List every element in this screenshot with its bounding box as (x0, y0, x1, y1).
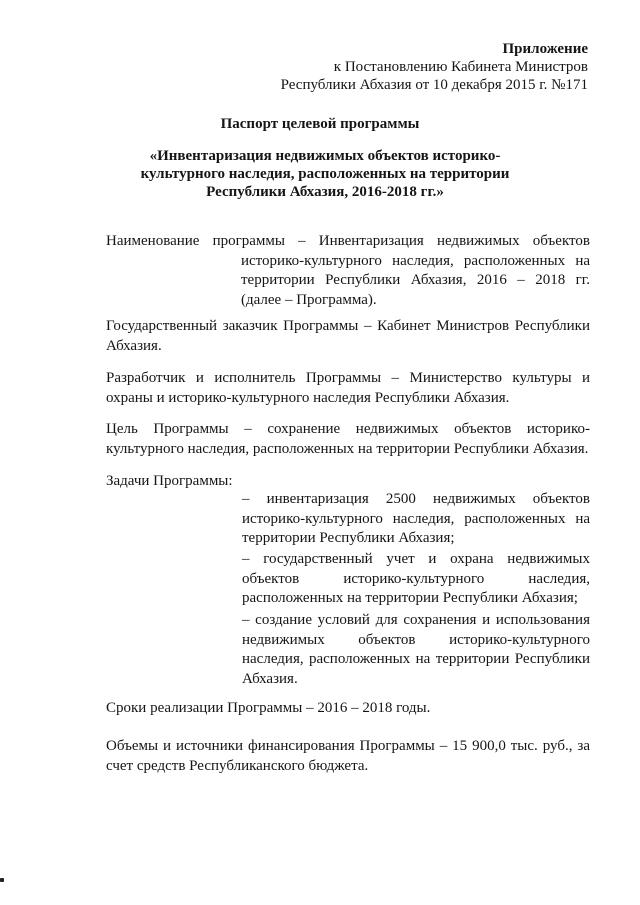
program-name-text: Наименование программы – Инвентаризация недвижимых объектов историко-культурного наследия, расположенных на территории Республики Абхазия, 2016 – 2018 гг. (далее – Программа). (106, 233, 590, 308)
customer-text: Государственный заказчик Программы – Кабинет Министров Республики Абхазия. (106, 318, 590, 354)
developer-section (106, 369, 590, 408)
developer-text: Разработчик и исполнитель Программы – Министерство культуры и охраны и историко-культурного наследия Республики Абхазия. (106, 370, 590, 406)
document-title: Паспорт целевой программы (220, 116, 420, 132)
scan-mark (0, 878, 4, 882)
task-item: – государственный учет и охрана недвижимых объектов историко-культурного наследия, расположенных на территории Республики Абхазия; (242, 551, 590, 606)
program-title-line: культурного наследия, расположенных на территории (140, 166, 510, 182)
customer-section (106, 317, 590, 356)
program-title (90, 147, 560, 201)
program-title-line: «Инвентаризация недвижимых объектов историко- (149, 148, 501, 164)
appendix-title: Приложение (502, 41, 588, 57)
funding-text: Объемы и источники финансирования Программы – 15 900,0 тыс. руб., за счет средств Республиканского бюджета. (106, 738, 590, 774)
program-name-section (106, 232, 590, 310)
appendix-reference-line: к Постановлению Кабинета Министров (333, 59, 588, 75)
program-title-line: Республики Абхазия, 2016-2018 гг.» (206, 184, 444, 200)
task-item: – создание условий для сохранения и использования недвижимых объектов историко-культурного наследия, расположенных на территории Республики Абхазия. (242, 612, 590, 687)
terms-text: Сроки реализации Программы – 2016 – 2018 годы. (106, 700, 431, 716)
terms-section (106, 699, 590, 719)
goal-text: Цель Программы – сохранение недвижимых объектов историко-культурного наследия, расположенных на территории Республики Абхазия. (106, 421, 590, 457)
goal-section (106, 420, 590, 459)
appendix-reference-line: Республики Абхазия от 10 декабря 2015 г. №171 (280, 77, 588, 93)
task-item: – инвентаризация 2500 недвижимых объектов историко-культурного наследия, расположенных на территории Республики Абхазия; (242, 491, 590, 546)
appendix-header (281, 40, 588, 94)
tasks-label: Задачи Программы: (106, 473, 233, 489)
funding-section (106, 737, 590, 776)
